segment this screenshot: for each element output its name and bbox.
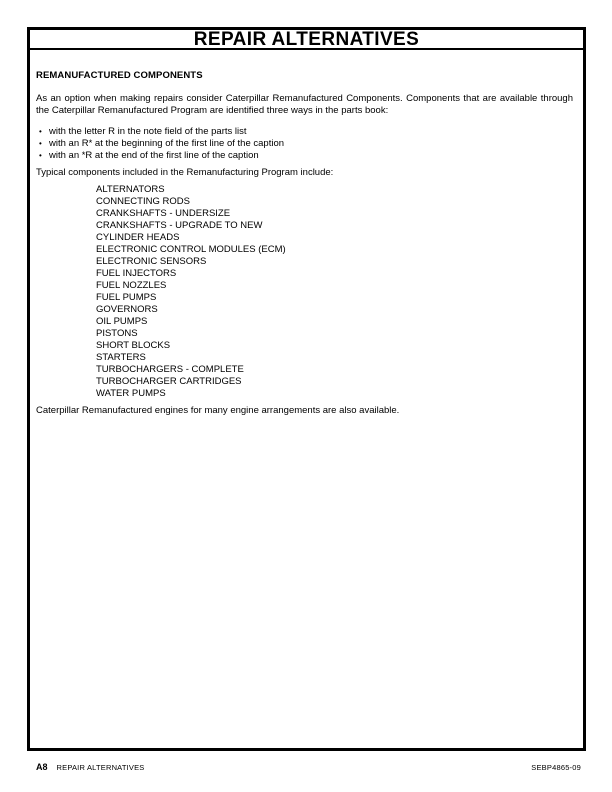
component-item: CONNECTING RODS	[96, 196, 190, 207]
component-item: FUEL PUMPS	[96, 292, 157, 303]
intro-paragraph: As an option when making repairs consider Caterpillar Remanufactured Components. Components that are available through the Caterpillar Remanufactured Program are identified three ways in the parts book:	[36, 93, 573, 116]
footer-section-label: REPAIR ALTERNATIVES	[56, 763, 145, 772]
page-title: REPAIR ALTERNATIVES	[193, 29, 420, 50]
component-item: CRANKSHAFTS - UNDERSIZE	[96, 208, 231, 219]
component-item: PISTONS	[96, 328, 138, 339]
bullet-item	[36, 138, 573, 150]
component-item: ALTERNATORS	[96, 184, 165, 195]
section-heading: REMANUFACTURED COMPONENTS	[36, 70, 203, 81]
component-item: TURBOCHARGERS - COMPLETE	[96, 364, 244, 375]
bullet-item-text: with an R* at the beginning of the first line of the caption	[49, 138, 285, 149]
component-list	[96, 184, 573, 400]
component-item: CRANKSHAFTS - UPGRADE TO NEW	[96, 220, 263, 231]
component-item: GOVERNORS	[96, 304, 158, 315]
bullet-item-text: with an *R at the end of the first line of the caption	[49, 150, 259, 161]
bullet-icon: •	[39, 139, 42, 148]
component-item: WATER PUMPS	[96, 388, 166, 399]
bullet-item-text: with the letter R in the note field of the parts list	[49, 126, 247, 137]
page-footer	[36, 762, 581, 772]
footer-page-number: A8	[36, 762, 48, 772]
identification-bullet-list	[36, 126, 573, 162]
document-frame	[27, 27, 586, 751]
component-item: SHORT BLOCKS	[96, 340, 171, 351]
closing-paragraph: Caterpillar Remanufactured engines for many engine arrangements are also available.	[36, 405, 400, 416]
content-area	[30, 50, 583, 417]
component-item: TURBOCHARGER CARTRIDGES	[96, 376, 242, 387]
components-intro: Typical components included in the Remanufacturing Program include:	[36, 167, 334, 178]
footer-document-number: SEBP4865-09	[531, 763, 581, 772]
component-item: STARTERS	[96, 352, 146, 363]
component-item: FUEL NOZZLES	[96, 280, 167, 291]
bullet-item	[36, 150, 573, 162]
component-item: OIL PUMPS	[96, 316, 148, 327]
bullet-icon: •	[39, 151, 42, 160]
component-item: CYLINDER HEADS	[96, 232, 180, 243]
component-item: FUEL INJECTORS	[96, 268, 177, 279]
bullet-item	[36, 126, 573, 138]
component-item: ELECTRONIC SENSORS	[96, 256, 207, 267]
bullet-icon: •	[39, 127, 42, 136]
component-item: ELECTRONIC CONTROL MODULES (ECM)	[96, 244, 286, 255]
page-header	[30, 30, 583, 50]
